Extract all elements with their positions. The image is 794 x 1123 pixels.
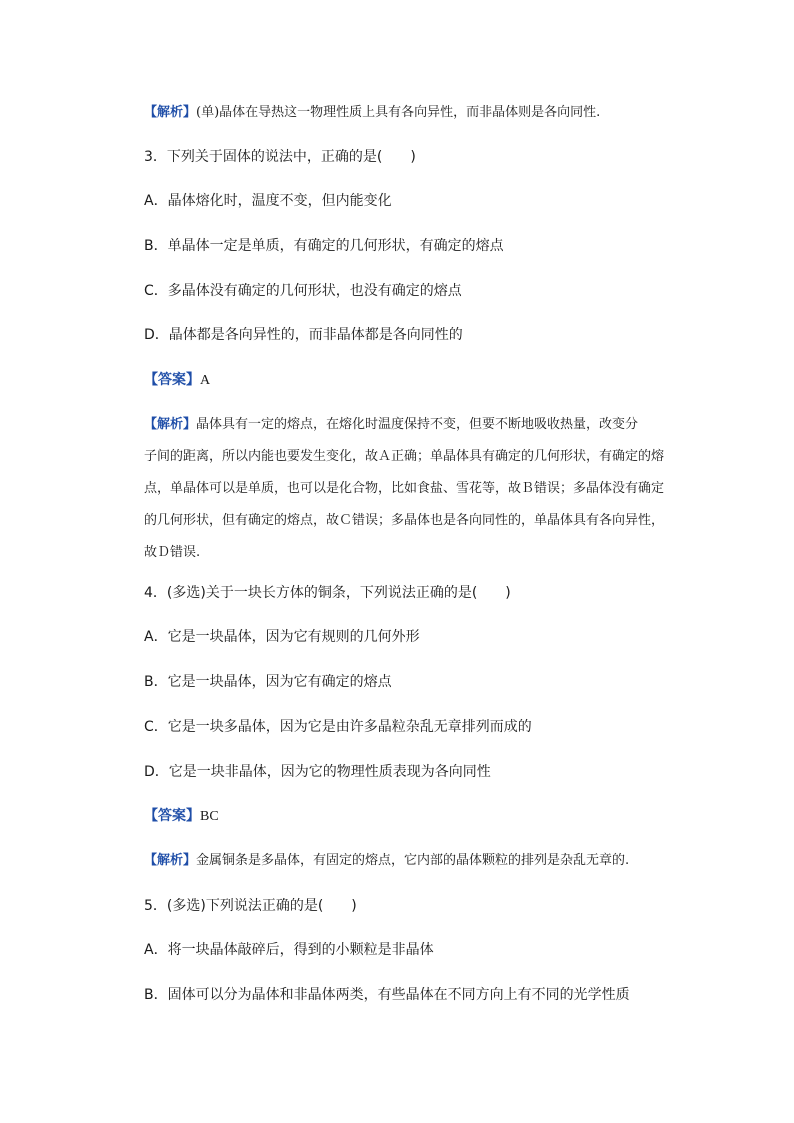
- question-5-option-b: B．固体可以分为晶体和非晶体两类，有些晶体在不同方向上有不同的光学性质: [144, 987, 630, 1003]
- analysis-label: 【解析】: [144, 853, 197, 868]
- question-4-option-a: A．它是一块晶体，因为它有规则的几何外形: [144, 629, 420, 645]
- analysis-text: 晶体具有一定的熔点，在熔化时温度保持不变，但要不断地吸收热量，改变分: [196, 417, 639, 432]
- question-4-option-c: C．它是一块多晶体，因为它是由许多晶粒杂乱无章排列而成的: [144, 719, 532, 735]
- question-5-stem: 5．(多选)下列说法正确的是( ): [144, 898, 357, 914]
- answer-value: BC: [200, 809, 219, 824]
- answer-label: 【答案】: [144, 372, 200, 388]
- analysis-label: 【解析】: [144, 417, 197, 432]
- analysis-q4: [144, 852, 629, 870]
- question-3-option-d: D．晶体都是各向异性的，而非晶体都是各向同性的: [144, 327, 463, 343]
- analysis-q3-line-5: 故Ｄ错误.: [144, 545, 201, 560]
- analysis-q3-line-4: 的几何形状，但有确定的熔点，故Ｃ错误；多晶体也是各向同性的，单晶体具有各向异性，: [144, 513, 665, 528]
- analysis-q2: [144, 104, 600, 122]
- analysis-q3-line-3: 点，单晶体可以是单质，也可以是化合物，比如食盐、雪花等，故Ｂ错误；多晶体没有确定: [144, 481, 665, 496]
- question-5-option-a: A．将一块晶体敲碎后，得到的小颗粒是非晶体: [144, 942, 434, 958]
- analysis-text: (单)晶体在导热这一物理性质上具有各向异性，而非晶体则是各向同性.: [196, 105, 601, 120]
- analysis-q3-line-1: [144, 416, 638, 434]
- question-3-stem: 3．下列关于固体的说法中，正确的是( ): [144, 149, 416, 165]
- answer-q4: [144, 807, 219, 826]
- answer-label: 【答案】: [144, 808, 200, 824]
- question-3-option-a: A．晶体熔化时，温度不变，但内能变化: [144, 193, 392, 209]
- question-4-option-b: B．它是一块晶体，因为它有确定的熔点: [144, 674, 392, 690]
- analysis-text: 金属铜条是多晶体，有固定的熔点，它内部的晶体颗粒的排列是杂乱无章的.: [196, 853, 630, 868]
- analysis-q3-line-2: 子间的距离，所以内能也要发生变化，故Ａ正确；单晶体具有确定的几何形状，有确定的熔: [144, 449, 665, 464]
- answer-q3: [144, 371, 210, 390]
- answer-value: A: [200, 373, 211, 388]
- question-4-stem: 4．(多选)关于一块长方体的铜条，下列说法正确的是( ): [144, 585, 511, 601]
- analysis-label: 【解析】: [144, 105, 197, 120]
- question-4-option-d: D．它是一块非晶体，因为它的物理性质表现为各向同性: [144, 764, 491, 780]
- question-3-option-b: B．单晶体一定是单质，有确定的几何形状，有确定的熔点: [144, 238, 504, 254]
- question-3-option-c: C．多晶体没有确定的几何形状，也没有确定的熔点: [144, 283, 462, 299]
